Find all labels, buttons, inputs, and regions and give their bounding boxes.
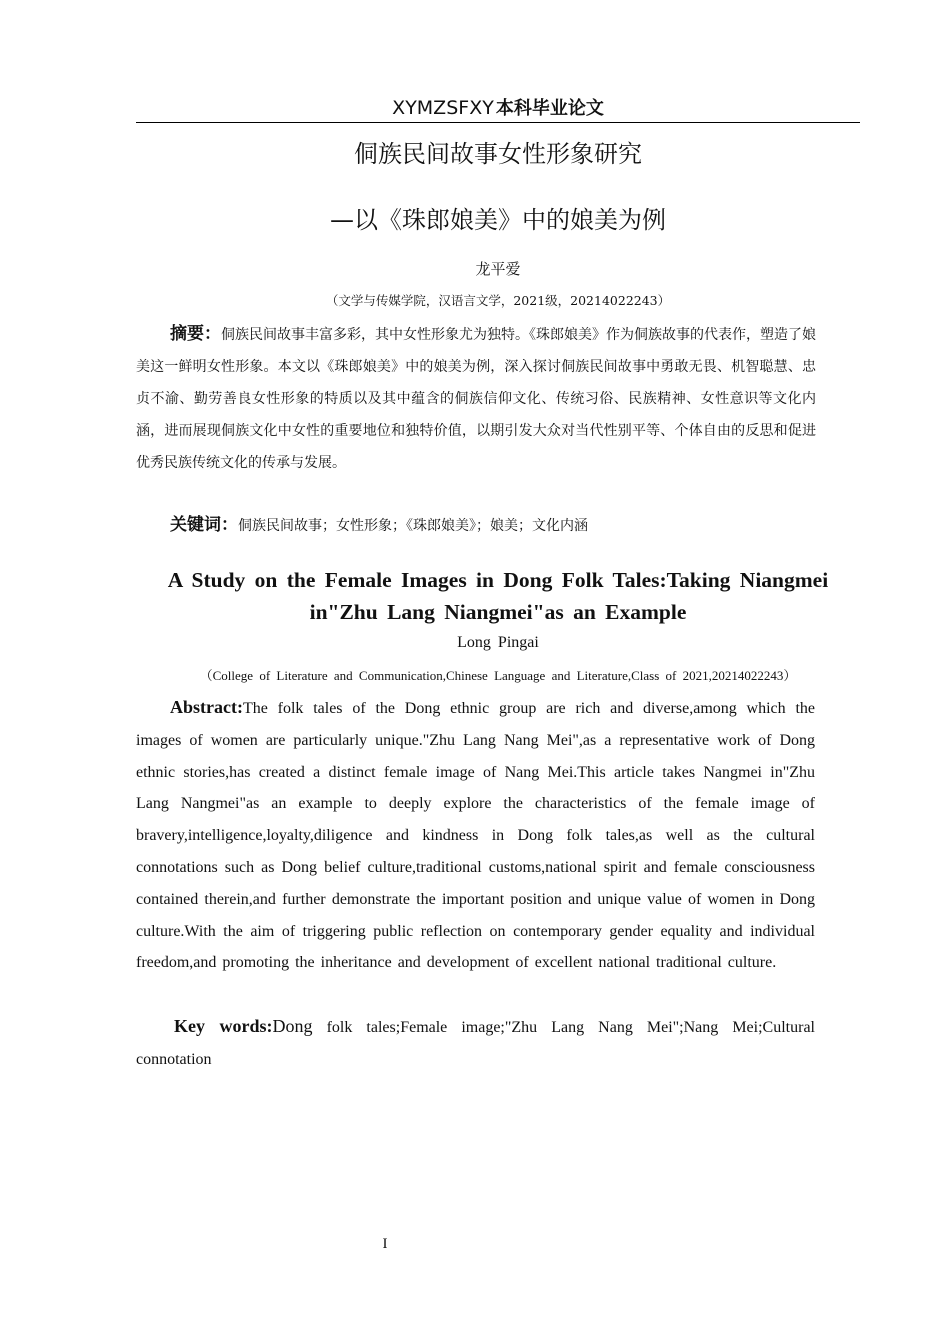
english-keywords-label: Key words: xyxy=(174,1016,273,1036)
chinese-keywords-label: 关键词： xyxy=(170,515,238,535)
english-keywords-text: folk tales;Female image;"Zhu Lang Nang Mei";Nang Mei;Cultural connotation xyxy=(136,1019,815,1068)
chinese-title: 侗族民间故事女性形象研究 xyxy=(354,140,642,168)
chinese-abstract-text: 侗族民间故事丰富多彩，其中女性形象尤为独特。《珠郎娘美》作为侗族故事的代表作，塑造了娘美这一鲜明女性形象。本文以《珠郎娘美》中的娘美为例，深入探讨侗族民间故事中勇敢无畏、机智聪慧、忠贞不渝、勤劳善良女性形象的特质以及其中蕴含的侗族信仰文化、传统习俗、民族精神、女性意识等文化内涵，进而展现侗族文化中女性的重要地位和独特价值，以期引发大众对当代性别平等、个体自由的反思和促进优秀民族传统文化的传承与发展。 xyxy=(136,327,816,471)
english-affiliation: （College of Literature and Communication,Chinese Language and Literature,Class of 2021,20214022243） xyxy=(199,668,797,683)
chinese-abstract-label: 摘要： xyxy=(170,324,221,344)
chinese-subtitle: —以《珠郎娘美》中的娘美为例 xyxy=(330,206,666,234)
running-header xyxy=(136,94,860,123)
page-number: I xyxy=(382,1236,388,1252)
english-keywords-first: Dong xyxy=(272,1016,313,1036)
english-keywords xyxy=(136,1011,815,1076)
english-abstract-text: The folk tales of the Dong ethnic group are rich and diverse,among which the images of women are particularly unique."Zhu Lang Nang Mei",as a representative work of Dong ethnic stories,has created a distinct female image of Nang Mei.This article takes Nangmei in"Zhu Lang Nangmei"as an example to deeply explore the characteristics of the female image of bravery,intelligence,loyalty,diligence and kindness in Dong folk tales,as well as the cultural connotations such as Dong belief culture,traditional customs,national spirit and female consciousness contained therein,and further demonstrate the important position and unique value of women in Dong culture.With the aim of triggering public reflection on contemporary gender equality and individual freedom,and promoting the inheritance and development of excellent national traditional culture. xyxy=(136,700,815,972)
english-author: Long Pingai xyxy=(457,634,539,651)
chinese-author: 龙平爱 xyxy=(475,260,521,278)
chinese-keywords-text: 侗族民间故事；女性形象；《珠郎娘美》；娘美；文化内涵 xyxy=(238,518,588,534)
chinese-abstract xyxy=(136,318,816,479)
header-label: 本科毕业论文 xyxy=(495,98,604,119)
english-title: A Study on the Female Images in Dong Folk Tales:Taking Niangmei in"Zhu Lang Niangmei"as an Example xyxy=(167,568,829,624)
english-abstract-label: Abstract: xyxy=(170,697,243,717)
header-code: XYMZSFXY xyxy=(392,97,494,119)
chinese-keywords xyxy=(170,510,850,541)
chinese-affiliation: （文学与传媒学院，汉语言文学，2021级，20214022243） xyxy=(325,293,671,308)
english-abstract xyxy=(136,692,815,979)
